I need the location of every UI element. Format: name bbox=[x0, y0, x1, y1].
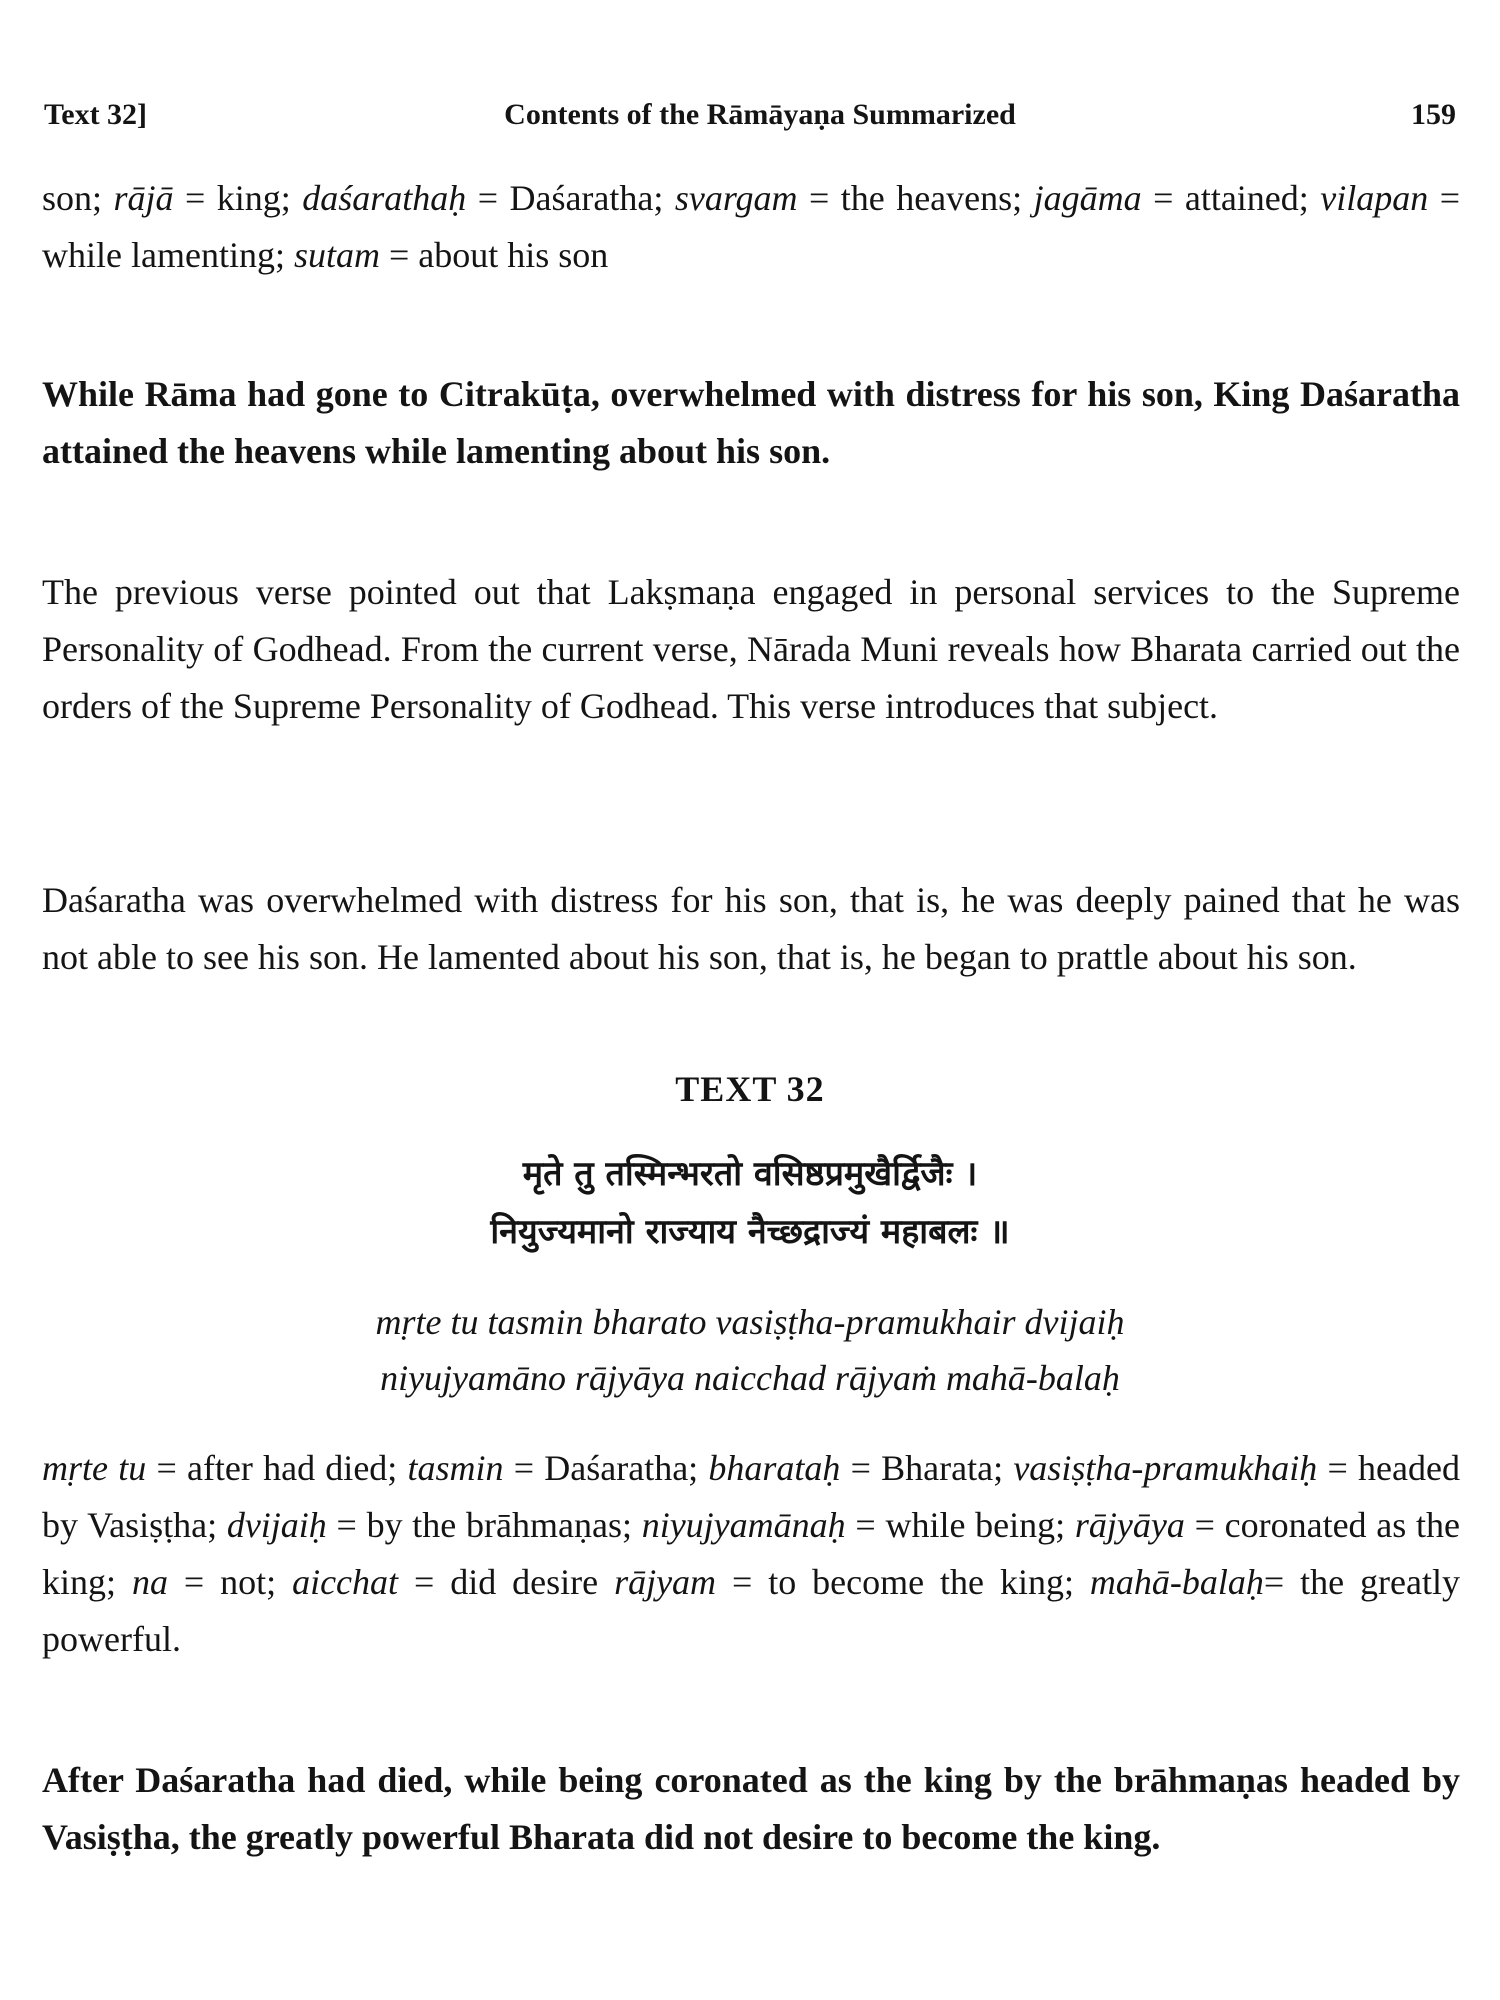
header-section-label: Text 32] bbox=[44, 98, 148, 131]
translation-previous: While Rāma had gone to Citrakūṭa, overwhelmed with distress for his son, King Daśaratha attained the heavens while lamenting about his son. bbox=[42, 374, 1460, 471]
sanskrit-verse bbox=[0, 1145, 1500, 1261]
purport-paragraph-1: The previous verse pointed out that Lakṣmaṇa engaged in personal services to the Supreme Personality of Godhead. From the current verse, Nārada Muni reveals how Bharata carried out the orders of the Supreme Personality of Godhead. This verse introduces that subject. bbox=[42, 572, 1460, 726]
purport-paragraph-2: Daśaratha was overwhelmed with distress for his son, that is, he was deeply pained that he was not able to see his son. He lamented about his son, that is, he began to prattle about his son. bbox=[42, 880, 1460, 977]
word-meanings-text-32: mṛte tu = after had died; tasmin = Daśaratha; bharataḥ = Bharata; vasiṣṭha-pramukhaiḥ = headed by Vasiṣṭha; dvijaiḥ = by the brāhmaṇas; niyujyamānaḥ = while being; rājyāya = coronated as the king; na = not; aicchat = did desire rājyam = to become the king; mahā-balaḥ= the greatly powerful. bbox=[42, 1448, 1461, 1659]
running-header bbox=[44, 98, 1456, 142]
transliteration-line-1: mṛte tu tasmin bharato vasiṣṭha-pramukhair dvijaiḥ bbox=[375, 1302, 1125, 1342]
word-meanings-previous: son; rājā = king; daśarathaḥ = Daśaratha; svargam = the heavens; jagāma = attained; vilapan = while lamenting; sutam = about his son bbox=[42, 178, 1461, 275]
header-chapter-title: Contents of the Rāmāyaṇa Summarized bbox=[504, 98, 1016, 131]
translation-text-32: After Daśaratha had died, while being coronated as the king by the brāhmaṇas headed by Vasiṣṭha, the greatly powerful Bharata did not desire to become the king. bbox=[42, 1760, 1460, 1857]
verse-heading: TEXT 32 bbox=[675, 1069, 825, 1109]
sanskrit-line-2: नियुज्यमानो राज्याय नैच्छद्राज्यं महाबलः ॥ bbox=[490, 1212, 1010, 1252]
page-number: 159 bbox=[1411, 98, 1456, 131]
transliteration-line-2: niyujyamāno rājyāya naicchad rājyaṁ mahā-balaḥ bbox=[380, 1358, 1120, 1398]
sanskrit-line-1: मृते तु तस्मिन्भरतो वसिष्ठप्रमुखैर्द्विजैः । bbox=[522, 1154, 978, 1194]
transliteration bbox=[0, 1294, 1500, 1406]
